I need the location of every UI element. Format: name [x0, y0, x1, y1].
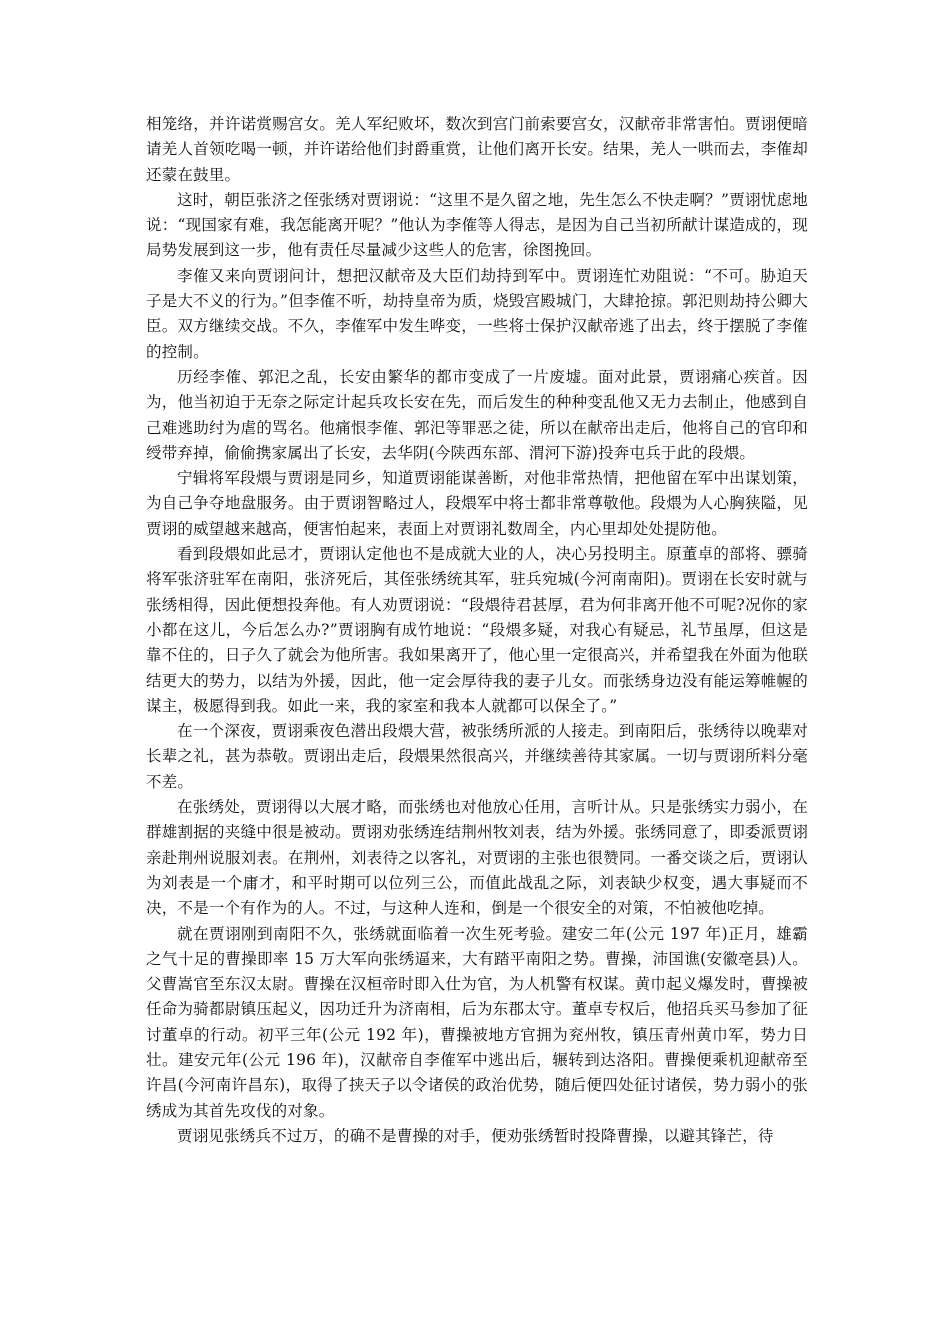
body-text [146, 112, 808, 1149]
paragraph-4: 历经李傕、郭汜之乱，长安由繁华的都市变成了一片废墟。面对此景，贾诩痛心疾首。因为，他当初迫于无奈之际定计起兵攻长安在先，而后发生的种种变乱他又无力去制止，他感到自己难逃助纣为虐的骂名。他痛恨李傕、郭汜等罪恶之徒，所以在献帝出走后，他将自己的官印和绶带弃掉，偷偷携家属出了长安，去华阴(今陕西东部、渭河下游)投奔屯兵于此的段煨。 [146, 367, 808, 462]
paragraph-1: 相笼络，并许诺赏赐宫女。羌人军纪败坏，数次到宫门前索要宫女，汉献帝非常害怕。贾诩便暗请羌人首领吃喝一顿，并许诺给他们封爵重赏，让他们离开长安。结果，羌人一哄而去，李傕却还蒙在鼓里。 [146, 115, 808, 184]
paragraph-9: 就在贾诩刚到南阳不久，张绣就面临着一次生死考验。建安二年(公元 197 年)正月，雄霸之气十足的曹操即率 15 万大军向张绣逼来，大有踏平南阳之势。曹操，沛国谯(安徽亳县)人。父曹嵩官至东汉太尉。曹操在汉桓帝时即入仕为官，为人机警有权谋。黄巾起义爆发时，曹操被任命为骑都尉镇压起义，因功迁升为济南相，后为东郡太守。董卓专权后，他招兵买马参加了征讨董卓的行动。初平三年(公元 192 年)，曹操被地方官拥为兖州牧，镇压青州黄巾军，势力日壮。建安元年(公元 196 年)，汉献帝自李傕军中逃出后，辗转到达洛阳。曹操便乘机迎献帝至许昌(今河南许昌东)，取得了挟天子以令诸侯的政治优势，随后便四处征讨诸侯，势力弱小的张绣成为其首先攻伐的对象。 [146, 924, 808, 1120]
paragraph-8: 在张绣处，贾诩得以大展才略，而张绣也对他放心任用，言听计从。只是张绣实力弱小，在群雄割据的夹缝中很是被动。贾诩劝张绣连结荆州牧刘表，结为外援。张绣同意了，即委派贾诩亲赴荆州说服刘表。在荆州，刘表待之以客礼，对贾诩的主张也很赞同。一番交谈之后，贾诩认为刘表是一个庸才，和平时期可以位列三公，而值此战乱之际，刘表缺少权变，遇大事疑而不决，不是一个有作为的人。不过，与这种人连和，倒是一个很安全的对策，不怕被他吃掉。 [146, 798, 808, 918]
paragraph-2: 这时，朝臣张济之侄张绣对贾诩说：“这里不是久留之地，先生怎么不快走啊？”贾诩忧虑地说：“现国家有难，我怎能离开呢？”他认为李傕等人得志，是因为自己当初所献计谋造成的，现局势发展到这一步，他有责任尽量减少这些人的危害，徐图挽回。 [146, 190, 808, 260]
paragraph-3: 李傕又来向贾诩问计，想把汉献帝及大臣们劫持到军中。贾诩连忙劝阻说：“不可。胁迫天子是大不义的行为。”但李傕不听，劫持皇帝为质，烧毁宫殿城门，大肆抢掠。郭汜则劫持公卿大臣。双方继续交战。不久，李傕军中发生哗变，一些将士保护汉献帝逃了出去，终于摆脱了李傕的控制。 [146, 266, 808, 361]
paragraph-7: 在一个深夜，贾诩乘夜色潜出段煨大营，被张绣所派的人接走。到南阳后，张绣待以晚辈对长辈之礼，甚为恭敬。贾诩出走后，段煨果然很高兴，并继续善待其家属。一切与贾诩所料分毫不差。 [146, 722, 808, 791]
paragraph-6: 看到段煨如此忌才，贾诩认定他也不是成就大业的人，决心另投明主。原董卓的部将、骠骑将军张济驻军在南阳，张济死后，其侄张绣统其军，驻兵宛城(今河南南阳)。贾诩在长安时就与张绣相得，因此便想投奔他。有人劝贾诩说：“段煨待君甚厚，君为何非离开他不可呢?况你的家小都在这儿，今后怎么办?”贾诩胸有成竹地说：“段煨多疑，对我心有疑忌，礼节虽厚，但这是靠不住的，日子久了就会为他所害。我如果离开了，他心里一定很高兴，并希望我在外面为他联结更大的势力，以结为外援，因此，他一定会厚待我的妻子儿女。而张绣身边没有能运筹帷幄的谋主，极愿得到我。如此一来，我的家室和我本人就都可以保全了。” [146, 545, 808, 715]
paragraph-5: 宁辑将军段煨与贾诩是同乡，知道贾诩能谋善断，对他非常热情，把他留在军中出谋划策，为自己争夺地盘服务。由于贾诩智略过人，段煨军中将士都非常尊敬他。段煨为人心胸狭隘，见贾诩的威望越来越高，便害怕起来，表面上对贾诩礼数周全，内心里却处处提防他。 [146, 469, 808, 538]
paragraph-10: 贾诩见张绣兵不过万，的确不是曹操的对手，便劝张绣暂时投降曹操，以避其锋芒，待 [177, 1126, 774, 1145]
